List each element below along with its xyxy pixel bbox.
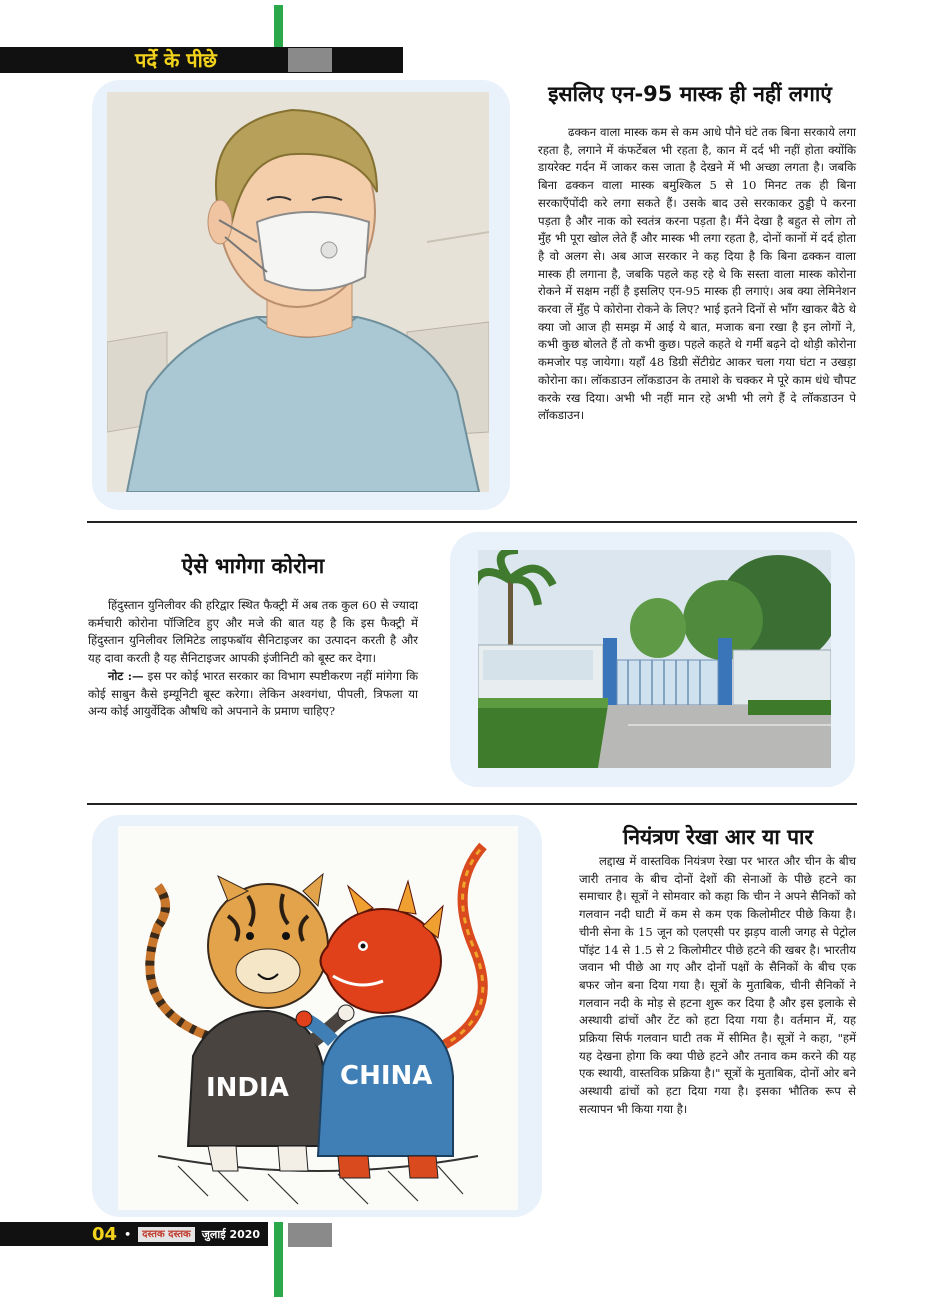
note-label: नोट :— [108, 668, 144, 683]
issue-date: जुलाई 2020 [201, 1227, 261, 1241]
magazine-logo: दस्तक दस्तक [138, 1227, 195, 1242]
mask-man-illustration [107, 92, 489, 492]
divider-2 [87, 803, 857, 805]
article-1-heading: इसलिए एन-95 मास्क ही नहीं लगाएं [548, 82, 832, 106]
india-china-cartoon [118, 826, 518, 1210]
article-2-text [88, 597, 418, 721]
page-number: 04 [92, 1223, 118, 1245]
article-3-body: लद्दाख में वास्तविक नियंत्रण रेखा पर भारत और चीन के बीच जारी तनाव के बीच दोनों देशों की सेनाओं के पीछे हटने का समाचार है। सूत्रों ने सोमवार को कहा कि चीन ने अपने सैनिकों को गलवान नदी घाटी में कम से कम एक किलोमीटर पीछे किया है। चीनी सेना के 15 जून को एलएसी पर झड़प वाली जगह से पेट्रोल पॉइंट 14 से 1.5 से 2 किलोमीटर पीछे हटने की खबर है। भारतीय जवान भी पीछे आ गए और दोनों पक्षों के सैनिकों के बीच एक बफर जोन बना दिया गया है। सूत्रों के मुताबिक, चीनी सैनिकों ने गलवान नदी के मोड़ से हटना शुरू कर दिया है और इस इलाके से अस्थायी ढांचों और टेंट को हटा दिया गया है। वर्तमान में, यह प्रक्रिया सिर्फ गलवान घाटी तक में सीमित है। सूत्रों ने कहा, "हमें यह देखना होगा कि क्या पीछे हटने और तनाव कम करने की यह एक स्थायी, वास्तविक प्रक्रिया है।" सूत्रों के मुताबिक, दोनों ओर बने अस्थायी ढांचों को हटा दिया गया है। इसका भौतिक रूप से सत्यापन भी किया गया है। [579, 854, 856, 1116]
factory-gate-photo [478, 550, 831, 768]
footer-grey-box [288, 1223, 332, 1247]
footer-content [92, 1222, 260, 1246]
note-body: इस पर कोई भारत सरकार का विभाग स्पष्टीकरण नहीं मांगेगा कि कोई साबुन कैसे इम्यूनिटी बूस्ट करेगा। लेकिन अश्वगंधा, पीपली, त्रिफला या अन्य कोई आयुर्वेदिक औषधि को अपनाने के प्रमाण चाहिए? [88, 668, 418, 719]
cartoon-label-china: CHINA [340, 1061, 433, 1091]
article-2-body: हिंदुस्तान युनिलीवर की हरिद्वार स्थित फैक्ट्री में अब तक कुल 60 से ज्यादा कर्मचारी कोरोना पॉजिटिव हुए और मजे की बात यह है कि इस फैक्ट्री में हिंदुस्तान युनिलीवर लिमिटेड लाइफबॉय सैनिटाइजर का उत्पादन करती है और यह दावा करती है यह सैनिटाइजर आपकी इंजीनिटी को बूस्ट कर देगा। [88, 598, 418, 666]
article-1-body: ढक्कन वाला मास्क कम से कम आधे पौने घंटे तक बिना सरकाये लगा रहता है, लगाने में कंफर्टेबल भी रहता है, कान में दर्द भी नहीं होता क्योंकि डायरेक्ट गर्दन में जाकर कस जाता है देखने में भी अच्छा लगता है। जबकि बिना ढक्कन वाला मास्क बमुश्किल 5 से 10 मिनट तक ही बिना सरकाएँपोंदी करे लगा सकते हैं। उसके बाद उसे सरकाकर ठुड्डी पे करना पड़ता है और नाक को स्वतंत्र करना पड़ता है। मैंने देखा है बहुत से लोग तो मुँह भी पूरा खोल लेते हैं और मास्क भी लगा रहता है, दोनों कानों में दर्द होता है वो अलग से। अब आज सरकार ने कह दिया है कि बिना ढक्कन वाला मास्क ही लगाना है, जबकि पहले कह रहे थे कि सस्ता वाला मास्क कोरोना रोकने में सक्षम नहीं है इसलिए एन-95 मास्क ही लगाएं। अब क्या लेमिनेशन करवा लें मुँह पे कोरोना रोकने के लिए? भाई इतने दिनों से भाँग खाकर बैठे थे क्या जो आज ही समझ में आई ये बात, मजाक बना रखा है इन लोगों ने, कभी कुछ बोलते हैं तो कभी कुछ। पहले कहते थे गर्मी बढ़ने दो थोड़ी कोरोना कमजोर पड़ जायेगा। यहाँ 48 डिग्री सेंटीग्रेट आकर चला गया घंटा न उखड़ा कोरोना का। लॉकडाउन लॉकडाउन के तमाशे के चक्कर मे पूरे काम धंधे चौपट करके रख दिया। अभी भी नहीं मान रहे अभी भी लगे हैं दे लॉकडाउन पे लॉकडाउन। [538, 125, 856, 423]
bottom-green-divider [274, 1222, 283, 1297]
divider-1 [87, 521, 857, 523]
article-2-note [88, 668, 418, 721]
article-2-heading: ऐसे भागेगा कोरोना [181, 554, 325, 578]
cartoon-label-india: INDIA [206, 1073, 289, 1103]
article-3-heading: नियंत्रण रेखा आर या पार [622, 825, 814, 849]
footer-bullet: • [124, 1227, 132, 1241]
section-label: पर्दे के पीछे [135, 48, 217, 72]
section-header-bar [0, 47, 403, 73]
header-grey-box [288, 48, 332, 72]
